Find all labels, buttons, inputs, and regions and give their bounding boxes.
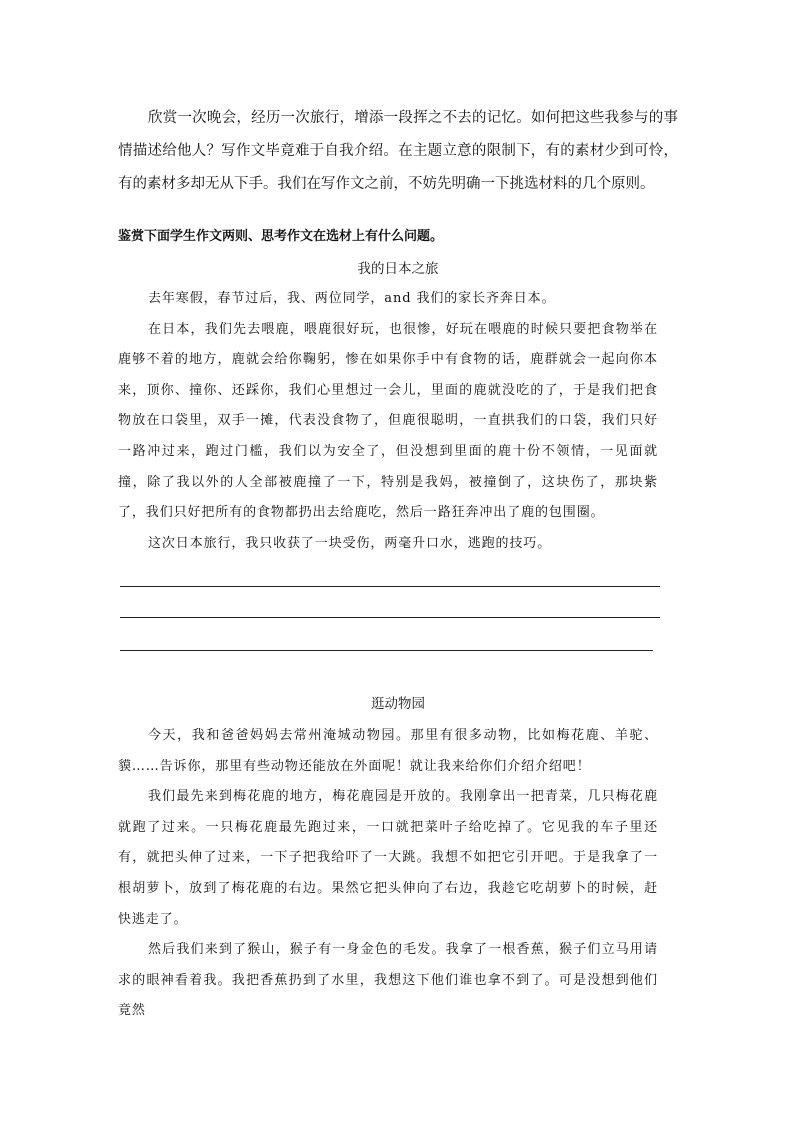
essay1-paragraph-1: 去年寒假，春节过后，我、两位同学，and 我们的家长齐奔日本。 [148, 291, 556, 306]
intro-paragraph: 欣赏一次晚会，经历一次旅行，增添一段挥之不去的记忆。如何把这些我参与的事情描述给他人？写作文毕竟难于自我介绍。在主题立意的限制下，有的素材少到可怜，有的素材多却无从下手。我们在写作文之前，不妨先明确一下挑选材料的几个原则。 [118, 110, 678, 192]
essay2-title: 逛动物园 [371, 696, 425, 712]
essay1-body [118, 284, 658, 559]
intro-section [118, 102, 678, 201]
essay2-paragraph-3: 然后我们来到了猴山，猴子有一身金色的毛发。我拿了一根香蕉，猴子们立马用请求的眼神看着我。我把香蕉扔到了水里，我想这下他们谁也拿不到了。可是没想到他们竟然 [118, 942, 658, 1019]
answer-line [120, 650, 653, 651]
essay2-paragraph-1: 今天，我和爸爸妈妈去常州淹城动物园。那里有很多动物，比如梅花鹿、羊驼、貘……告诉你，那里有些动物还能放在外面呢！就让我来给你们介绍介绍吧！ [118, 728, 658, 774]
essay2-paragraph-2: 我们最先来到梅花鹿的地方，梅花鹿园是开放的。我刚拿出一把青菜，几只梅花鹿就跑了过来。一只梅花鹿最先跑过来，一口就把菜叶子给吃掉了。它见我的车子里还有，就把头伸了过来，一下子把我给吓了一大跳。我想不如把它引开吧。于是我拿了一根胡萝卜，放到了梅花鹿的右边。果然它把头伸向了右边，我趁它吃胡萝卜的时候，赶快逃走了。 [118, 789, 658, 927]
essay1-title: 我的日本之旅 [357, 261, 439, 277]
task-prompt: 鉴赏下面学生作文两则、思考作文在选材上有什么问题。 [118, 229, 444, 244]
answer-line [120, 586, 660, 587]
answer-line [120, 617, 660, 618]
essay1-paragraph-3: 这次日本旅行，我只收获了一块受伤，两毫升口水，逃跑的技巧。 [148, 535, 552, 551]
essay2-body [118, 721, 658, 1027]
essay1-paragraph-2: 在日本，我们先去喂鹿，喂鹿很好玩，也很惨，好玩在喂鹿的时候只要把食物举在鹿够不着的地方，鹿就会给你鞠躬，惨在如果你手中有食物的话，鹿群就会一起向你本来，顶你、撞你、还踩你，我们心里想过一会儿，里面的鹿就没吃的了，于是我们把食物放在口袋里，双手一摊，代表没食物了，但鹿很聪明，一直拱我们的口袋，我们只好一路冲过来，跑过门槛，我们以为安全了，但没想到里面的鹿十份不领情，一见面就撞，除了我以外的人全部被鹿撞了一下，特别是我妈，被撞倒了，这块伤了，那块紫了，我们只好把所有的食物都扔出去给鹿吃，然后一路狂奔冲出了鹿的包围圈。 [118, 321, 658, 521]
